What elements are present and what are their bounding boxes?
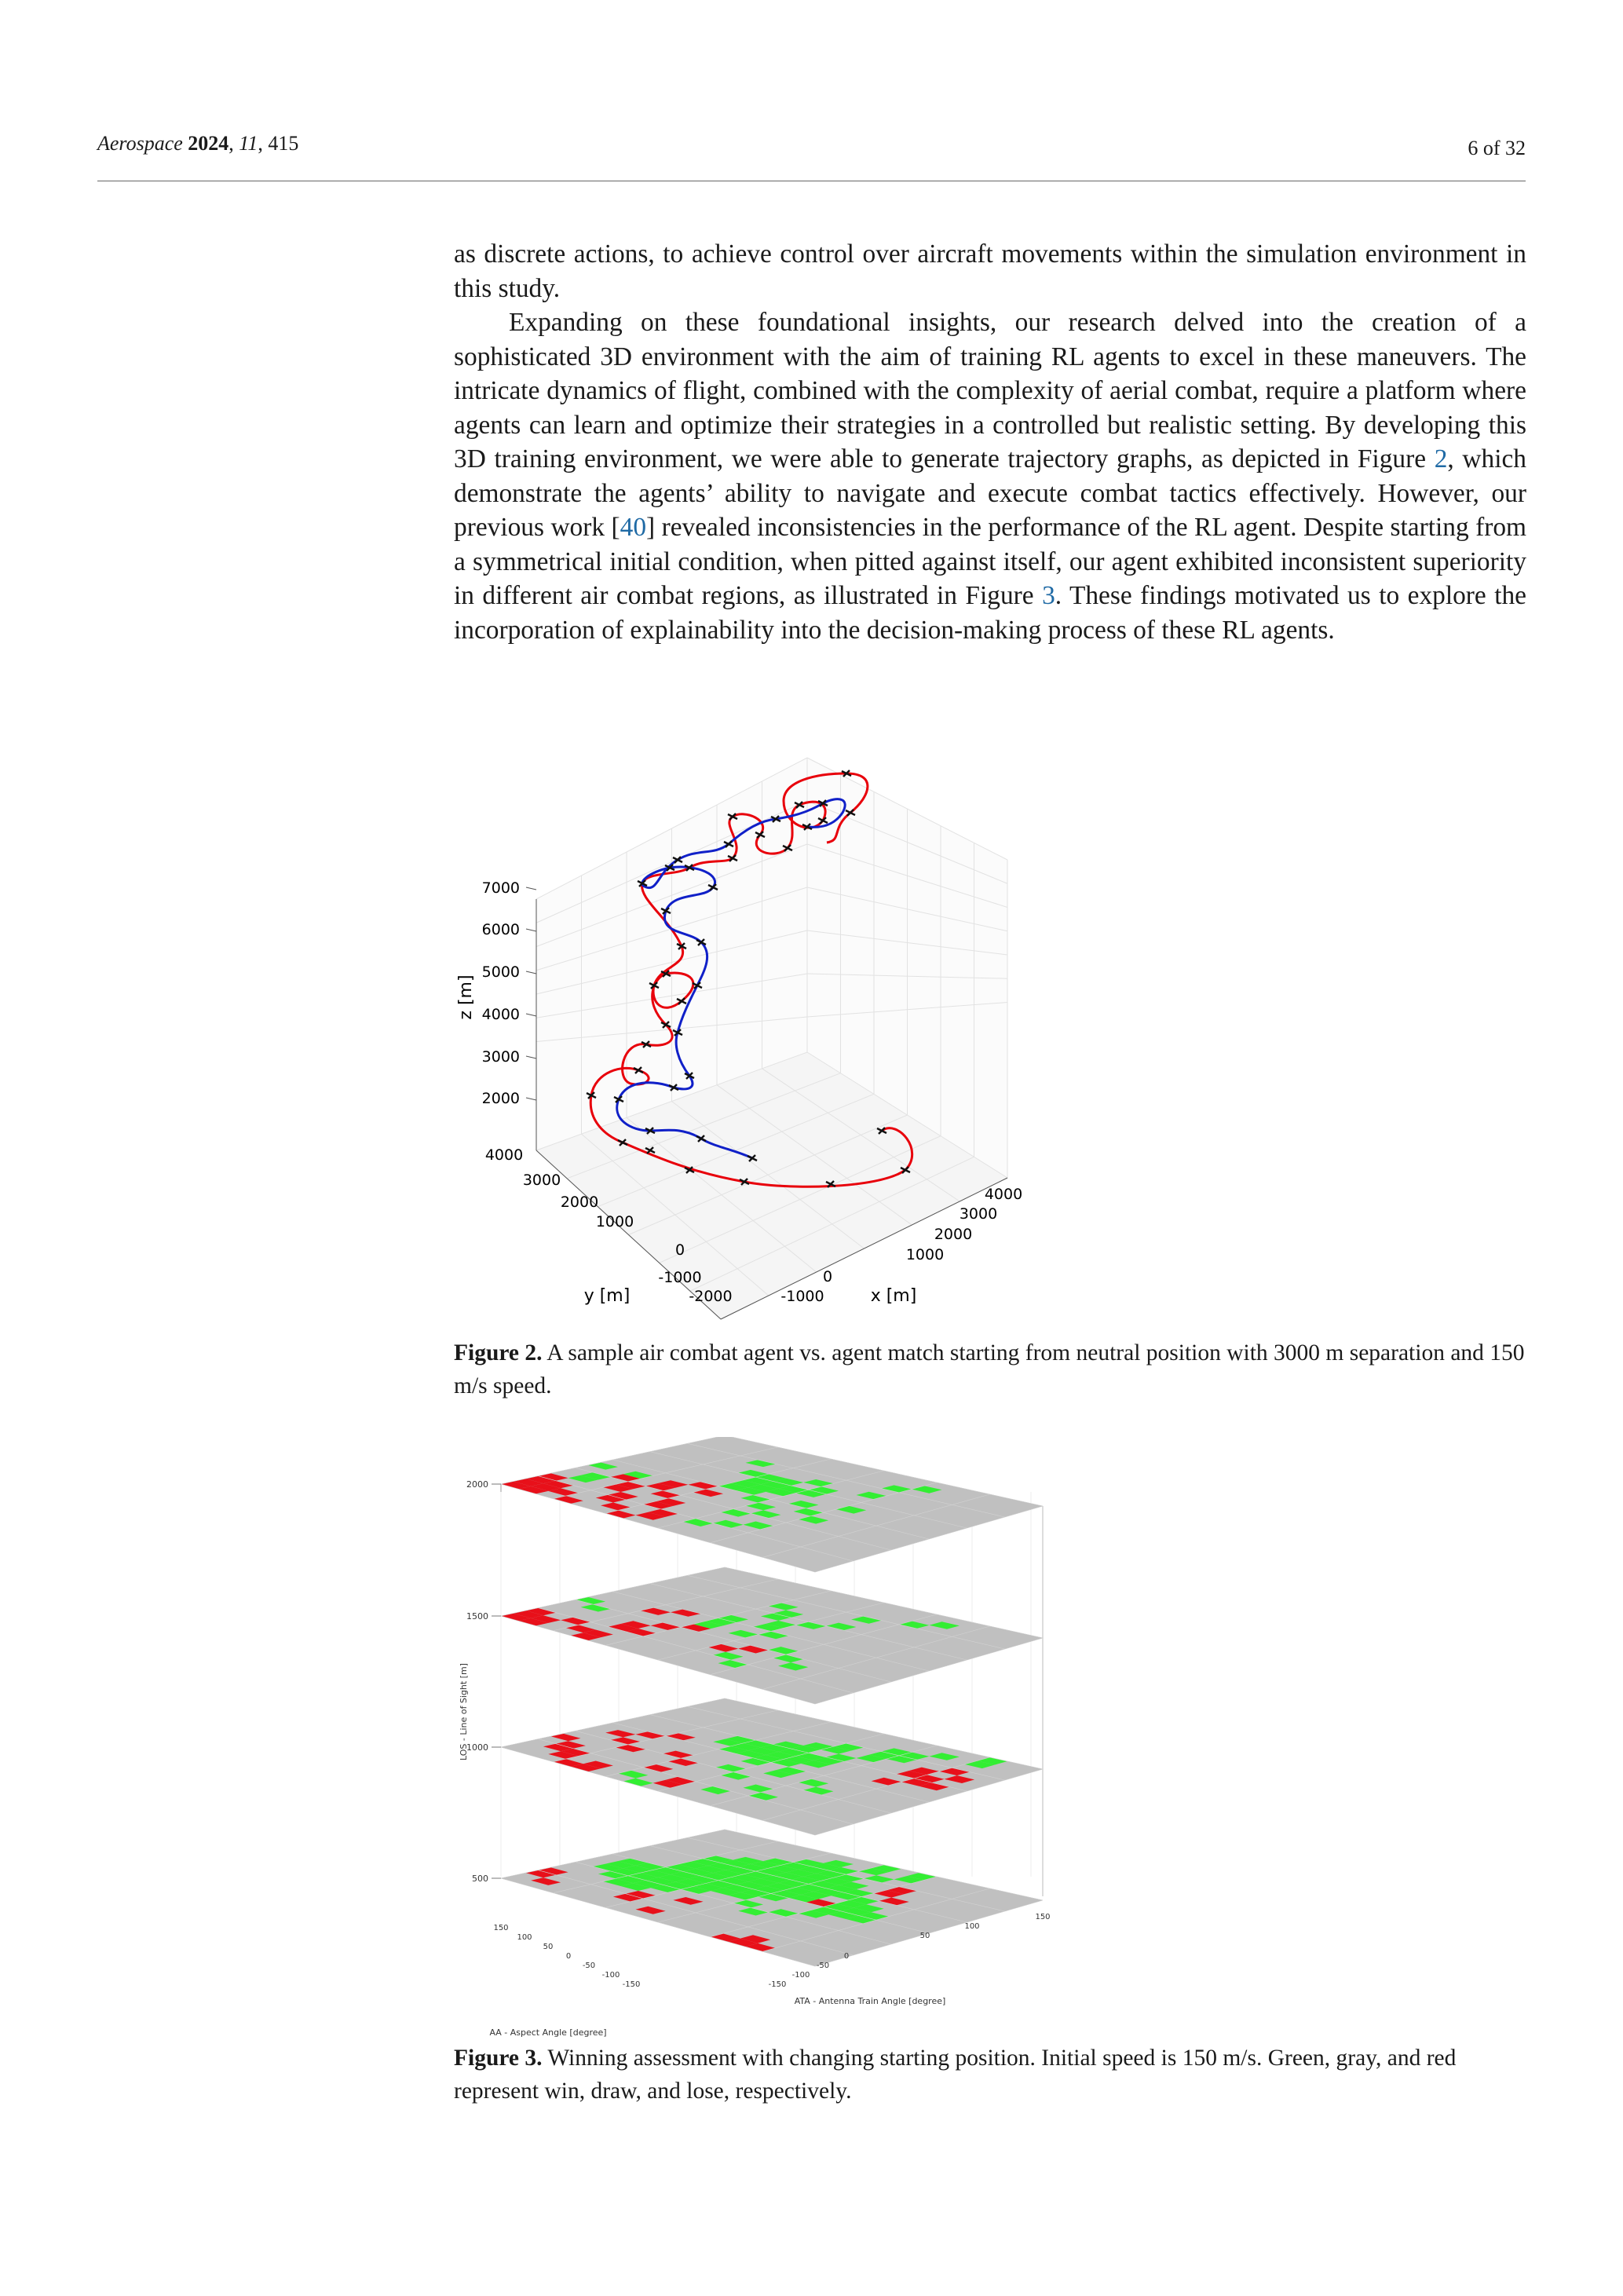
fig2-z-axis-label: z [m] bbox=[456, 974, 476, 1020]
figure-2-link[interactable]: 2 bbox=[1434, 444, 1448, 473]
fig3-layer-1500 bbox=[501, 1567, 1043, 1704]
journal-volume: 11 bbox=[239, 132, 258, 155]
fig3-aa-tick-label: 100 bbox=[517, 1933, 532, 1942]
fig2-x-tick-label: 4000 bbox=[984, 1186, 1023, 1203]
fig2-z-tick bbox=[526, 1056, 536, 1058]
fig2-x-tick-label: 1000 bbox=[905, 1246, 945, 1263]
fig3-ata-tick-label: -50 bbox=[816, 1961, 830, 1970]
fig2-z-tick bbox=[526, 1014, 536, 1016]
fig2-y-tick-label: 2000 bbox=[560, 1194, 599, 1211]
fig3-z-tick-label: 1500 bbox=[466, 1611, 488, 1621]
fig3-z-tick-label: 1000 bbox=[466, 1742, 488, 1753]
fig3-draw-plane bbox=[501, 1437, 1043, 1572]
fig3-layer-500 bbox=[501, 1830, 1043, 1966]
fig3-ata-tick-label: 100 bbox=[964, 1922, 980, 1931]
article-number: 415 bbox=[268, 132, 299, 155]
fig2-y-tick-label: 0 bbox=[674, 1241, 685, 1259]
paragraph-2: Expanding on these foundational insights, our research delved into the creation of a sophisticated 3D environment with the aim of training RL agents to excel in these maneuvers. The intricate dynamics of flight, combined with the complexity of aerial combat, require a platform where agents can learn and optimize their strategies in a controlled but realistic setting. By developing this 3D training environment, we were able to generate trajectory graphs, as depicted in Figure 2, which demonstrate the agents’ ability to navigate and execute combat tactics effectively. However, our previous work [40] revealed inconsistencies in the performance of the RL agent. Despite starting from a symmetrical initial condition, when pitted against itself, our agent exhibited inconsistent superiority in different air combat regions, as illustrated in Figure 3. These findings motivated us to explore the incorporation of explainability into the decision-making process of these RL agents. bbox=[454, 308, 1526, 645]
fig2-z-tick bbox=[526, 1098, 536, 1100]
fig3-aa-tick-label: -150 bbox=[622, 1980, 641, 1989]
figure-3-winning-assessment bbox=[454, 1437, 1051, 2049]
fig2-x-tick-label: 3000 bbox=[959, 1205, 998, 1223]
fig3-ata-tick-label: -150 bbox=[768, 1980, 787, 1989]
fig2-z-tick bbox=[526, 929, 536, 931]
paragraph-1: as discrete actions, to achieve control over aircraft movements within the simulation environment in this study. bbox=[454, 239, 1526, 303]
figure-2-caption bbox=[454, 1336, 1526, 1402]
fig2-z-tick-label: 7000 bbox=[481, 879, 520, 897]
fig3-aa-tick-label: 50 bbox=[543, 1943, 554, 1951]
fig3-z-tick-label: 500 bbox=[472, 1874, 488, 1884]
figure-3-label: Figure 3. bbox=[454, 2046, 543, 2071]
fig3-aa-tick-label: -100 bbox=[601, 1971, 620, 1980]
fig2-x-tick-label: 2000 bbox=[934, 1226, 973, 1243]
fig3-z-tick-label: 2000 bbox=[466, 1479, 488, 1490]
fig3-aa-tick-label: 0 bbox=[565, 1952, 572, 1961]
fig3-ata-tick-label: 50 bbox=[919, 1932, 930, 1940]
citation-40-link[interactable]: 40 bbox=[620, 513, 647, 542]
fig3-ata-tick-label: -100 bbox=[791, 1971, 810, 1980]
fig2-y-tick-label: 4000 bbox=[484, 1146, 524, 1164]
fig3-layer-2000 bbox=[501, 1437, 1043, 1572]
journal-name: Aerospace bbox=[97, 132, 183, 155]
running-header-journal: Aerospace 2024, 11, 415 bbox=[97, 132, 299, 155]
fig3-aa-tick-label: 150 bbox=[493, 1924, 509, 1932]
fig3-ata-axis-label: ATA - Antenna Train Angle [degree] bbox=[794, 1996, 946, 2006]
journal-year: 2024 bbox=[188, 132, 229, 155]
fig2-z-tick-label: 3000 bbox=[481, 1048, 520, 1066]
fig2-x-tick-label: 0 bbox=[822, 1268, 833, 1285]
fig3-aa-axis-label: AA - Aspect Angle [degree] bbox=[489, 2027, 607, 2038]
fig3-ata-tick-label: 150 bbox=[1035, 1913, 1051, 1921]
figure-3-link[interactable]: 3 bbox=[1042, 581, 1055, 610]
fig2-x-tick-label: -1000 bbox=[780, 1288, 824, 1305]
fig3-aa-tick-label: -50 bbox=[582, 1961, 596, 1970]
fig3-z-axis-label: LOS - Line of Sight [m] bbox=[459, 1663, 469, 1760]
page-number: 6 of 32 bbox=[1468, 137, 1526, 159]
fig2-z-tick-label: 4000 bbox=[481, 1006, 520, 1023]
fig2-z-tick-label: 6000 bbox=[481, 921, 520, 938]
figure-2-label: Figure 2. bbox=[454, 1340, 543, 1366]
figure-3-caption bbox=[454, 2042, 1526, 2108]
fig2-y-axis-label: y [m] bbox=[583, 1286, 631, 1306]
fig2-x-axis-label: x [m] bbox=[870, 1286, 917, 1306]
fig2-y-tick-label: -2000 bbox=[689, 1288, 733, 1305]
fig2-y-tick-label: -1000 bbox=[658, 1269, 702, 1286]
fig3-layers bbox=[501, 1437, 1043, 1966]
figure-2-trajectory-plot bbox=[454, 742, 1035, 1327]
fig2-z-tick bbox=[526, 887, 536, 890]
figure-2-caption-text: A sample air combat agent vs. agent match starting from neutral position with 3000 m separation and 150 m/s speed. bbox=[454, 1340, 1525, 1398]
fig2-z-tick bbox=[526, 971, 536, 974]
fig2-z-tick-label: 2000 bbox=[481, 1090, 520, 1107]
fig3-ata-tick-label: 0 bbox=[843, 1952, 850, 1961]
body-text bbox=[454, 237, 1526, 647]
fig2-z-tick-label: 5000 bbox=[481, 963, 520, 981]
fig2-y-tick-label: 1000 bbox=[595, 1213, 634, 1230]
fig3-layer-1000 bbox=[501, 1698, 1043, 1835]
fig2-y-tick-label: 3000 bbox=[522, 1172, 561, 1189]
figure-3-caption-text: Winning assessment with changing starting position. Initial speed is 150 m/s. Green, gray, and red represent win, draw, and lose, respectively. bbox=[454, 2046, 1457, 2104]
